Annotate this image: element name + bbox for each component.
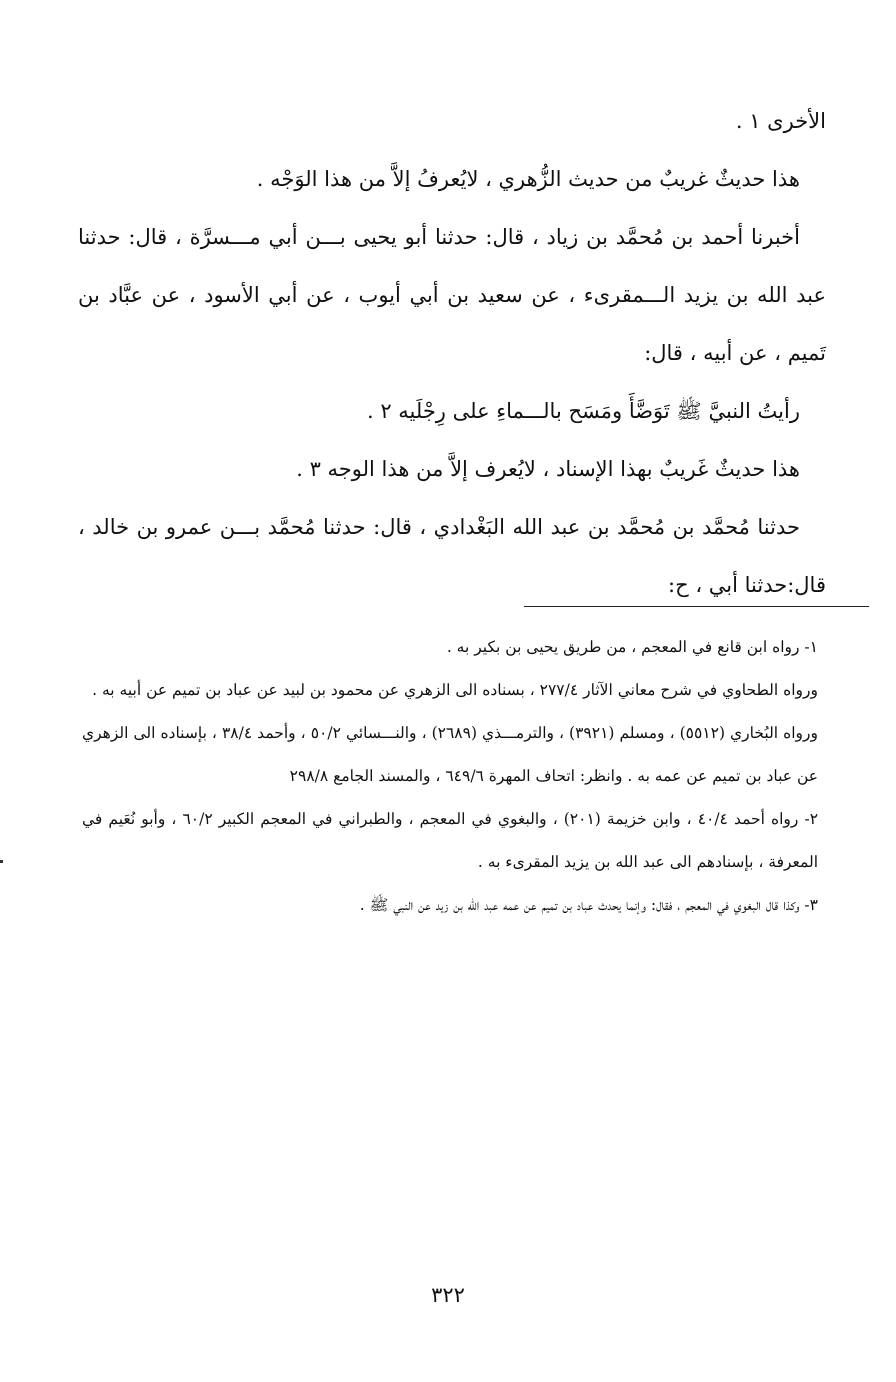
margin-mark	[0, 860, 3, 863]
paragraph-hadith-comment-2: هذا حديثٌ غَريبٌ بهذا الإسناد ، لايُعرف إلاَّ من هذا الوجه ٣ .	[296, 457, 800, 481]
paragraph-isnad-1: أخبرنا أحمد بن مُحمَّد بن زياد ، قال: حدثنا أبو يحيى بـــن أبي مـــسرَّة ، قال: حدثنا عبد الله بن يزيد الـــمقرىء ، عن سعيد بن أبي أيوب ، عن أبي الأسود ، عن عبَّاد بن تَميم ، عن أبيه ، قال:	[78, 225, 826, 365]
page-number: ٣٢٢	[431, 1283, 465, 1307]
paragraph-isnad-2: حدثنا مُحمَّد بن مُحمَّد بن عبد الله البَغْدادي ، قال: حدثنا مُحمَّد بـــن عمرو بن خالد ، قال:حدثنا أبي ، ح:	[78, 515, 826, 597]
paragraph-hadith-comment-1: هذا حديثٌ غريبٌ من حديث الزُّهري ، لايُعرفُ إلاَّ من هذا الوَجْه .	[256, 167, 800, 191]
footnote-1-cont-b: ورواه البُخاري (٥٥١٢) ، ومسلم (٣٩٢١) ، والترمـــذي (٢٦٨٩) ، والنـــسائي ٥٠/٢ ، وأحمد ٣٨/٤ ، بإسناده الى الزهري عن عباد بن تميم عن عمه به . وانظر: اتحاف المهرة ٦٤٩/٦ ، والمسند الجامع ٢٩٨/٨	[82, 724, 819, 785]
footnote-3: ٣- وكذا قال البغوي في المعجم ، فقال: وإنما يحدث عباد بن تميم عن عمه عبد الله بن زيد عن النبي ﷺ .	[359, 896, 818, 914]
footnote-1: ١- رواه ابن قانع في المعجم ، من طريق يحيى بن بكير به .	[446, 638, 818, 656]
footnote-separator	[524, 606, 869, 607]
paragraph-continuation: الأخرى ١ .	[735, 109, 826, 133]
paragraph-matn: رأيتُ النبيَّ ﷺ تَوَضَّأَ ومَسَح بالـــماءِ على رِجْلَيه ٢ .	[366, 399, 800, 423]
footnotes	[82, 626, 818, 927]
main-text	[78, 92, 826, 614]
footnote-1-cont-a: ورواه الطحاوي في شرح معاني الآثار ٢٧٧/٤ ، بسناده الى الزهري عن محمود بن لبيد عن عباد بن تميم عن أبيه به .	[92, 681, 818, 699]
footnote-2: ٢- رواه أحمد ٤٠/٤ ، وابن خزيمة (٢٠١) ، والبغوي في المعجم ، والطبراني في المعجم الكبير ٦٠/٢ ، وأبو نُعَيم في المعرفة ، بإسنادهم الى عبد الله بن يزيد المقرىء به .	[82, 810, 819, 871]
